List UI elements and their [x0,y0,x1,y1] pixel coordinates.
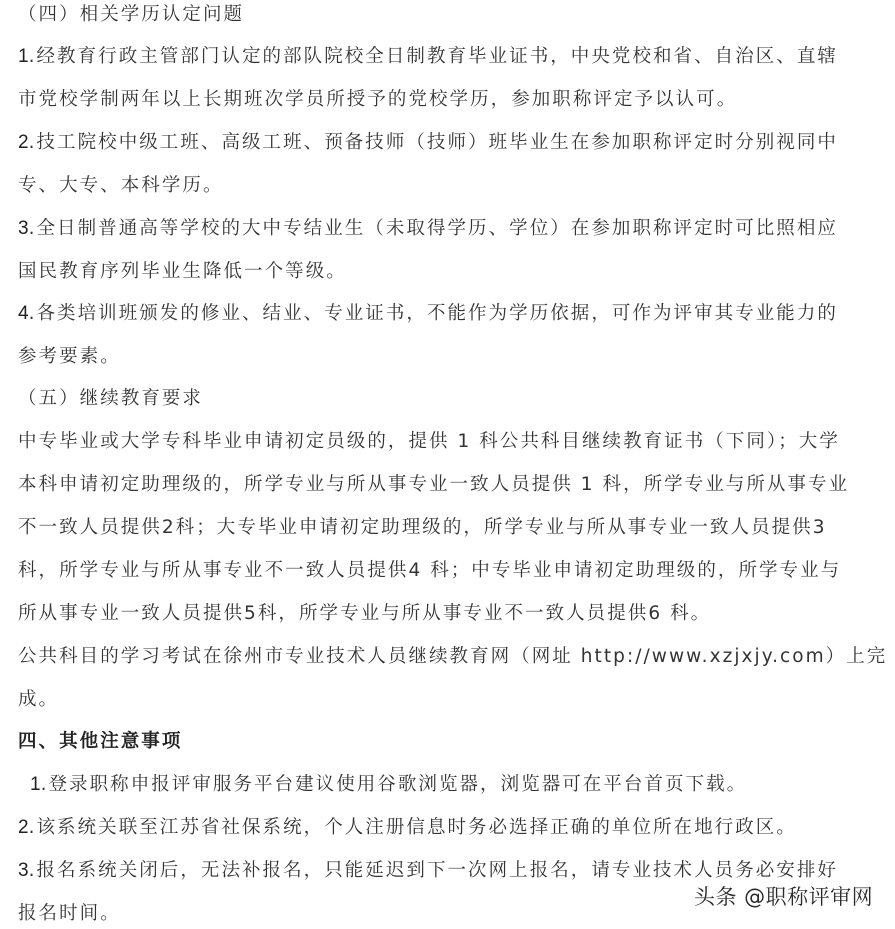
line-text: 四、其他注意事项 [18,731,183,752]
paragraph-continuing-education-line-5 [18,599,711,629]
line-text: 公共科目的学习考试在徐州市专业技术人员继续教育网（网址 http://www.xzjxjy.com）上完 [18,646,888,667]
paragraph-continuing-education-line-4 [18,556,841,586]
item-number: 2 [18,132,29,153]
line-text: （五）继续教育要求 [18,388,203,409]
section-heading-other-notes [18,727,182,757]
watermark-label: 头条 @职称评审网 [694,885,874,909]
line-text: 国民教育序列毕业生降低一个等级。 [18,261,347,282]
paragraph-item-1-line-2 [18,85,737,115]
line-text: 中专毕业或大学专科毕业申请初定员级的，提供 1 科公共科目继续教育证书（下同）；大学 [18,431,840,452]
line-text: .登录职称申报评审服务平台建议使用谷歌浏览器，浏览器可在平台首页下载。 [40,774,748,795]
paragraph-item-3-line-2 [18,257,347,287]
paragraph-item-3-line-1 [18,214,838,244]
item-number: 3 [18,218,29,239]
paragraph-continuing-education-line-3 [18,513,827,543]
note-item-3-line-2 [18,899,121,929]
paragraph-continuing-education-line-2 [18,470,849,500]
line-text: 所从事专业一致人员提供5科，所学专业与所从事专业不一致人员提供6 科。 [18,603,712,624]
line-text: 专、大专、本科学历。 [18,175,224,196]
paragraph-item-1-line-1 [18,42,838,72]
paragraph-continuing-education-line-1 [18,427,840,457]
line-text: （四）相关学历认定问题 [18,4,245,25]
line-text: 科，所学专业与所从事专业不一致人员提供4 科；中专毕业申请初定助理级的，所学专业与 [18,560,842,581]
section-heading-continuing-education [18,384,203,414]
item-number: 2 [18,817,29,838]
line-text: 本科申请初定助理级的，所学专业与所从事专业一致人员提供 1 科，所学专业与所从事专业 [18,474,850,495]
line-text: .各类培训班颁发的修业、结业、专业证书，不能作为学历依据，可作为评审其专业能力的 [28,303,838,324]
paragraph-item-4-line-2 [18,342,121,372]
line-text: .技工院校中级工班、高级工班、预备技师（技师）班毕业生在参加职称评定时分别视同中 [28,132,838,153]
line-text: .经教育行政主管部门认定的部队院校全日制教育毕业证书，中央党校和省、自治区、直辖 [28,46,838,67]
item-number: 1 [18,46,29,67]
note-item-1 [30,770,747,800]
paragraph-item-2-line-2 [18,171,224,201]
line-text: .该系统关联至江苏省社保系统，个人注册信息时务必选择正确的单位所在地行政区。 [28,817,797,838]
line-text: .报名系统关闭后，无法补报名，只能延迟到下一次网上报名，请专业技术人员务必安排好 [28,860,838,881]
line-text: 报名时间。 [18,903,121,924]
line-text: 市党校学制两年以上长期班次学员所授予的党校学历，参加职称评定予以认可。 [18,89,738,110]
item-number: 3 [18,860,29,881]
item-number: 4 [18,303,29,324]
line-text: .全日制普通高等学校的大中专结业生（未取得学历、学位）在参加职称评定时可比照相应 [28,218,838,239]
paragraph-item-4-line-1 [18,299,838,329]
section-heading-education-recognition [18,0,244,30]
note-item-2 [18,813,797,843]
line-text: 不一致人员提供2科；大专毕业申请初定助理级的，所学专业与所从事专业一致人员提供3 [18,517,827,538]
item-number: 1 [30,774,41,795]
paragraph-public-course-line-2 [18,685,59,715]
paragraph-public-course-line-1 [18,642,887,672]
line-text: 成。 [18,689,60,710]
line-text: 参考要素。 [18,346,121,367]
paragraph-item-2-line-1 [18,128,838,158]
